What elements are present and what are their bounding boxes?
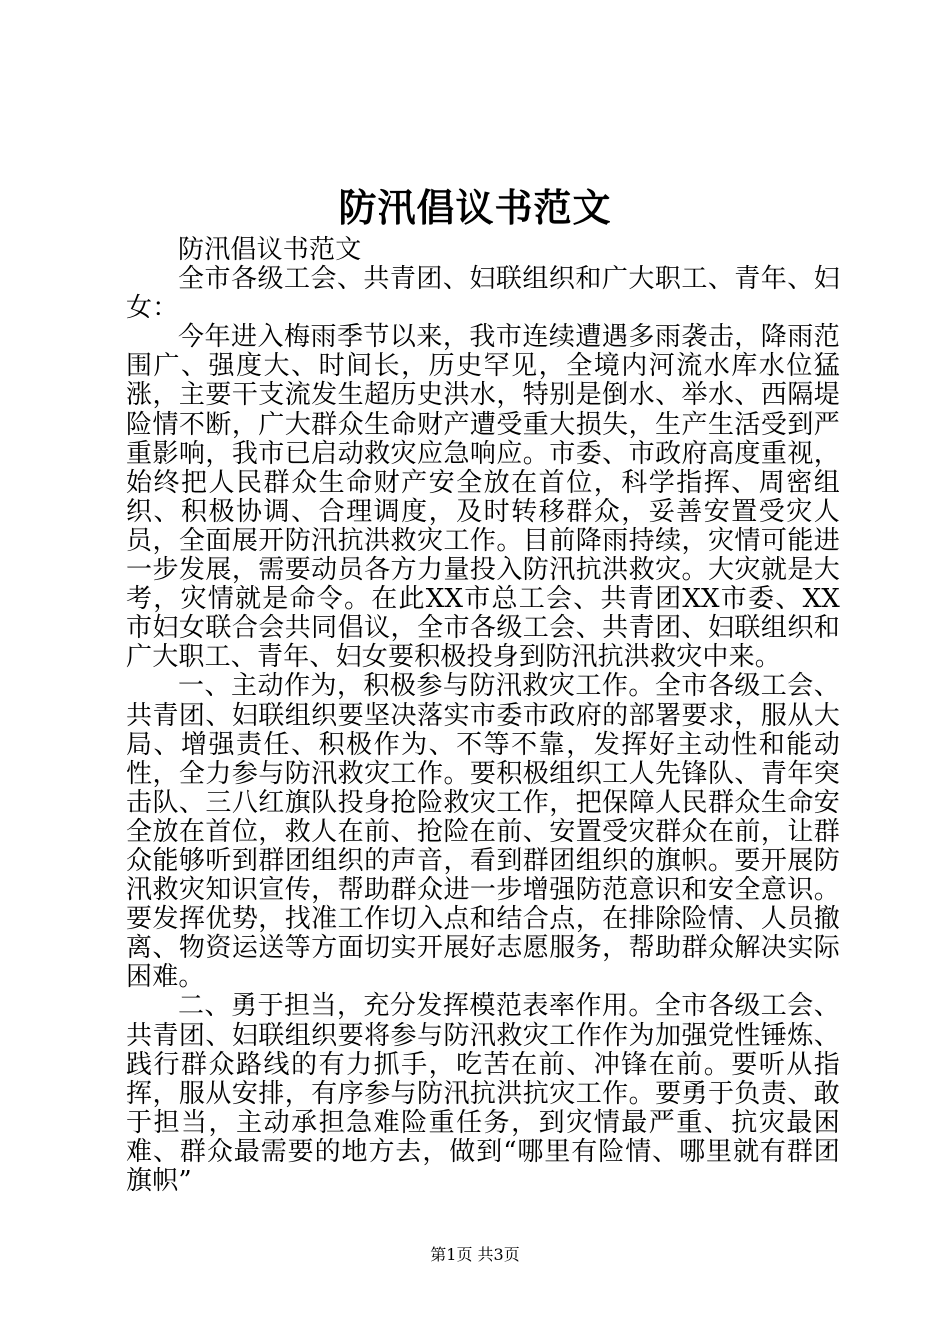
paragraph-intro: 今年进入梅雨季节以来，我市连续遭遇多雨袭击，降雨范围广、强度大、时间长，历史罕见，全境内河流水库水位猛涨，主要干支流发生超历史洪水，特别是倒水、举水、西隔堤险情不断，广大群众生命财产遭受重大损失，生产生活受到严重影响，我市已启动救灾应急响应。市委、市政府高度重视，始终把人民群众生命财产安全放在首位，科学指挥、周密组织、积极协调、合理调度，及时转移群众，妥善安置受灾人员，全面展开防汛抗洪救灾工作。目前降雨持续，灾情可能进一步发展，需要动员各方力量投入防汛抗洪救灾。大灾就是大考，灾情就是命令。在此XX市总工会、共青团XX市委、XX市妇女联合会共同倡议，全市各级工会、共青团、妇联组织和广大职工、青年、妇女要积极投身到防汛抗洪救灾中来。 <box>126 322 840 673</box>
paragraph-subtitle: 防汛倡议书范文 <box>178 235 362 265</box>
paragraph-point-one: 一、主动作为，积极参与防汛救灾工作。全市各级工会、共青团、妇联组织要坚决落实市委市政府的部署要求，服从大局、增强责任、积极作为、不等不靠，发挥好主动性和能动性，全力参与防汛救灾工作。要积极组织工人先锋队、青年突击队、三八红旗队投身抢险救灾工作，把保障人民群众生命安全放在首位，救人在前、抢险在前、安置受灾群众在前，让群众能够听到群团组织的声音，看到群团组织的旗帜。要开展防汛救灾知识宣传，帮助群众进一步增强防范意识和安全意识。要发挥优势，找准工作切入点和结合点，在排除险情、人员撤离、物资运送等方面切实开展好志愿服务，帮助群众解决实际困难。 <box>126 671 840 993</box>
paragraph-salutation: 全市各级工会、共青团、妇联组织和广大职工、青年、妇女： <box>126 264 840 324</box>
page-footer: 第1页 共3页 <box>430 1245 520 1264</box>
document-title: 防汛倡议书范文 <box>338 185 612 230</box>
document-body <box>126 236 840 1196</box>
paragraph-point-two: 二、勇于担当，充分发挥模范表率作用。全市各级工会、共青团、妇联组织要将参与防汛救灾工作作为加强党性锤炼、践行群众路线的有力抓手，吃苦在前、冲锋在前。要听从指挥，服从安排，有序参与防汛抗洪抗灾工作。要勇于负责、敢于担当，主动承担急难险重任务，到灾情最严重、抗灾最困难、群众最需要的地方去，做到“哪里有险情、哪里就有群团旗帜” <box>126 991 840 1196</box>
